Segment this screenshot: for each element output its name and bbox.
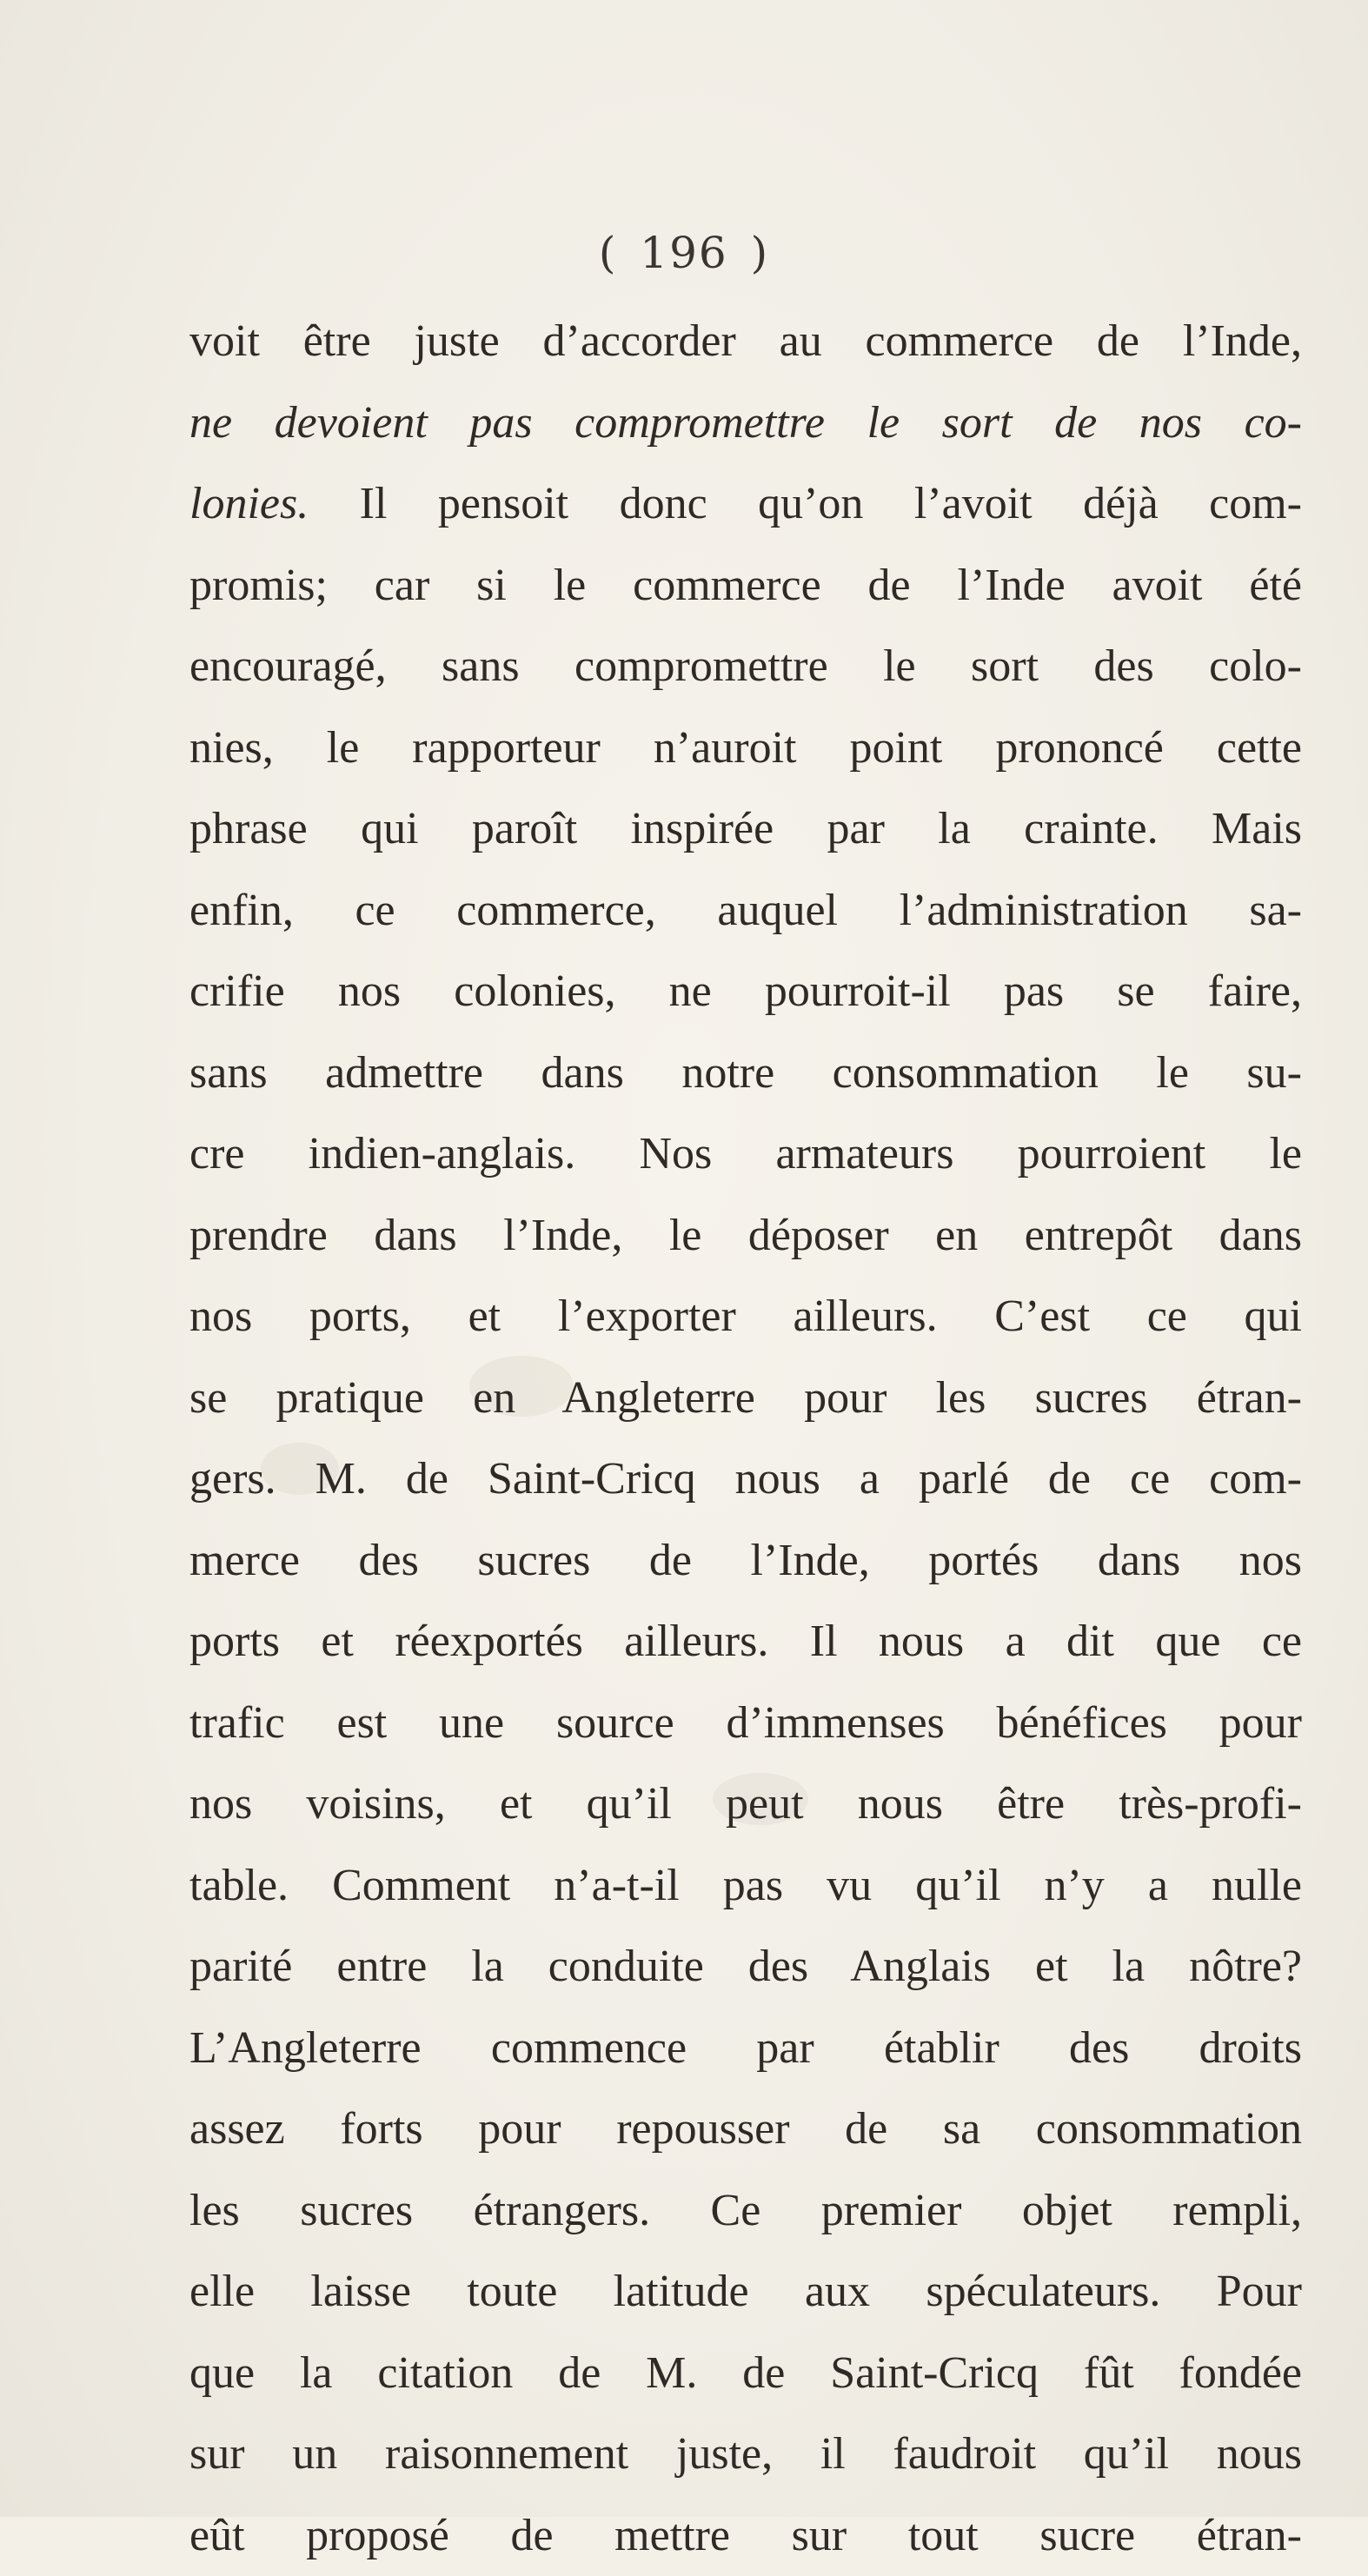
text-line: table. Comment n’a-t-il pas vu qu’il n’y a nulle: [189, 1845, 1302, 1927]
italic-text: ne devoient pas compromettre le sort de nos co-: [189, 398, 1302, 448]
page-number: ( 196 ): [0, 228, 1368, 278]
text-line: [189, 382, 1302, 464]
text-line: gers. M. de Saint-Cricq nous a parlé de ce com-: [189, 1438, 1302, 1520]
text-line: [189, 463, 1302, 545]
text-line: parité entre la conduite des Anglais et la nôtre?: [189, 1926, 1302, 2008]
text-line: enfin, ce commerce, auquel l’administration sa-: [189, 870, 1302, 952]
text-line: merce des sucres de l’Inde, portés dans nos: [189, 1520, 1302, 1602]
text-line: nies, le rapporteur n’auroit point prononcé cette: [189, 707, 1302, 789]
text-line: phrase qui paroît inspirée par la crainte. Mais: [189, 788, 1302, 870]
text-line: nos ports, et l’exporter ailleurs. C’est ce qui: [189, 1276, 1302, 1358]
text-line: voit être juste d’accorder au commerce de l’Inde,: [189, 301, 1302, 382]
text-line: que la citation de M. de Saint-Cricq fût fondée: [189, 2333, 1302, 2414]
text-line: se pratique en Angleterre pour les sucres étran-: [189, 1358, 1302, 1439]
text-line: cre indien-anglais. Nos armateurs pourroient le: [189, 1113, 1302, 1195]
text-line: sur un raisonnement juste, il faudroit qu’il nous: [189, 2413, 1302, 2495]
text-line: sans admettre dans notre consommation le su-: [189, 1032, 1302, 1114]
text-line: eût proposé de mettre sur tout sucre étran-: [189, 2495, 1302, 2576]
text-line: les sucres étrangers. Ce premier objet rempli,: [189, 2170, 1302, 2252]
line-text: Il pensoit donc qu’on l’avoit déjà com-: [309, 479, 1302, 528]
text-line: L’Angleterre commence par établir des droits: [189, 2008, 1302, 2089]
text-line: nos voisins, et qu’il peut nous être très-profi-: [189, 1763, 1302, 1845]
body-text: [189, 301, 1302, 2576]
text-line: crifie nos colonies, ne pourroit-il pas se faire,: [189, 951, 1302, 1032]
text-line: prendre dans l’Inde, le déposer en entrepôt dans: [189, 1195, 1302, 1277]
text-line: ports et réexportés ailleurs. Il nous a dit que ce: [189, 1601, 1302, 1683]
text-line: encouragé, sans compromettre le sort des colo-: [189, 626, 1302, 707]
text-line: trafic est une source d’immenses bénéfices pour: [189, 1683, 1302, 1764]
text-line: promis; car si le commerce de l’Inde avoit été: [189, 545, 1302, 627]
italic-text: lonies.: [189, 479, 309, 528]
text-line: assez forts pour repousser de sa consommation: [189, 2088, 1302, 2170]
text-line: elle laisse toute latitude aux spéculateurs. Pour: [189, 2251, 1302, 2333]
